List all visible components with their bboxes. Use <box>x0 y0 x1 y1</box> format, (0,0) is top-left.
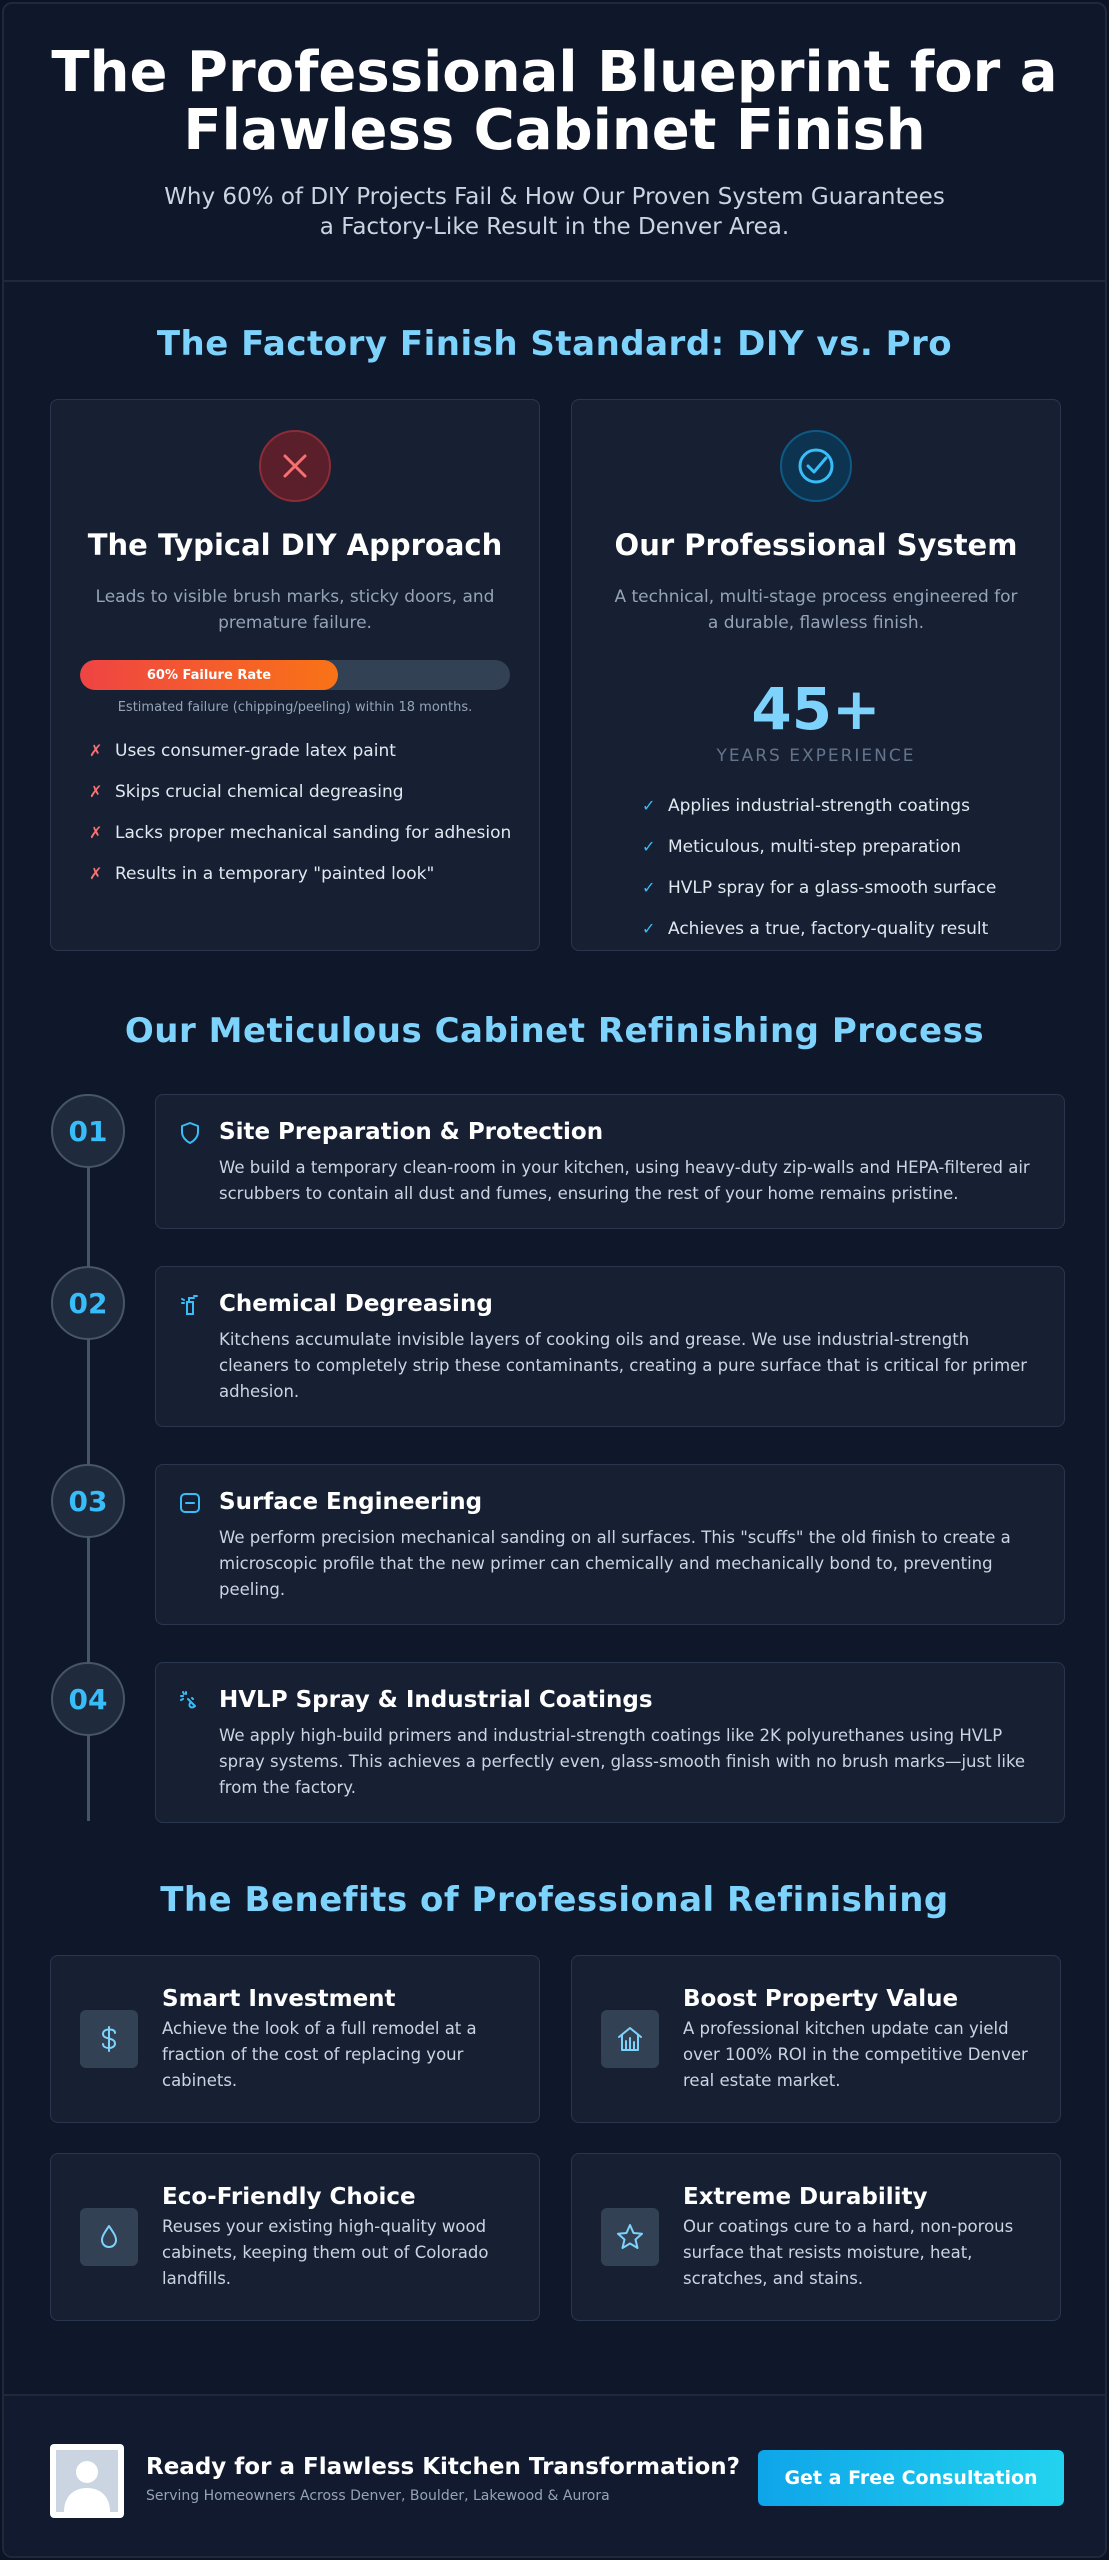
step-number: 01 <box>51 1094 125 1168</box>
failure-rate-bar <box>80 660 510 690</box>
benefit-text: Achieve the look of a full remodel at a fraction of the cost of replacing your cabinets. <box>162 2019 477 2090</box>
checkmark-icon: ✓ <box>642 837 656 856</box>
step-title: Surface Engineering <box>219 1489 483 1515</box>
x-mark-icon: ✗ <box>89 741 103 760</box>
footer-subtitle: Serving Homeowners Across Denver, Boulder, Lakewood & Aurora <box>146 2488 610 2504</box>
benefits-title: The Benefits of Professional Refinishing <box>160 1880 949 1920</box>
free-consultation-button[interactable]: Get a Free Consultation <box>758 2450 1064 2506</box>
x-mark-icon: ✗ <box>89 782 103 801</box>
x-mark-icon: ✗ <box>89 864 103 883</box>
dollar-icon <box>80 2010 138 2068</box>
list-item: ✓ HVLP spray for a glass-smooth surface <box>642 878 997 898</box>
pro-description: A technical, multi-stage process engineered for a durable, flawless finish. <box>614 587 1018 633</box>
step-text: We build a temporary clean-room in your kitchen, using heavy-duty zip-walls and HEPA-filtered air scrubbers to contain all dust and fumes, ensuring the rest of your home remains pristine. <box>219 1158 1030 1203</box>
step-title: HVLP Spray & Industrial Coatings <box>219 1687 653 1713</box>
diy-bullet-list <box>89 741 539 905</box>
step-text: We apply high-build primers and industrial-strength coatings like 2K polyurethanes using HVLP spray systems. This achieves a perfectly even, glass-smooth finish with no brush marks—just like from the factory. <box>219 1726 1026 1797</box>
step-text: We perform precision mechanical sanding on all surfaces. This "scuffs" the old finish to create a microscopic profile that the new primer can chemically and mechanically bond to, preventing peeling. <box>219 1528 1011 1599</box>
checkmark-icon: ✓ <box>642 919 656 938</box>
spray-bottle-icon <box>178 1293 204 1319</box>
process-step-hvlp-spray <box>155 1662 1065 1823</box>
experience-label: YEARS EXPERIENCE <box>716 746 916 766</box>
benefit-text: A professional kitchen update can yield over 100% ROI in the competitive Denver real estate market. <box>683 2019 1028 2090</box>
benefit-title: Extreme Durability <box>683 2184 928 2210</box>
diy-card <box>50 399 540 951</box>
avatar <box>50 2444 124 2518</box>
benefit-title: Eco-Friendly Choice <box>162 2184 416 2210</box>
list-item: ✗ Results in a temporary "painted look" <box>89 864 435 884</box>
step-number: 02 <box>51 1266 125 1340</box>
failure-rate-fill: 60% Failure Rate <box>80 660 338 690</box>
benefit-text: Our coatings cure to a hard, non-porous surface that resists moisture, heat, scratches, and stains. <box>683 2217 1014 2288</box>
check-circle-icon <box>780 430 852 502</box>
benefit-text: Reuses your existing high-quality wood cabinets, keeping them out of Colorado landfills. <box>162 2217 489 2288</box>
step-number: 03 <box>51 1464 125 1538</box>
list-item: ✓ Achieves a true, factory-quality result <box>642 919 989 939</box>
step-title: Chemical Degreasing <box>219 1291 493 1317</box>
sanding-block-icon <box>178 1491 204 1517</box>
droplet-icon <box>80 2208 138 2266</box>
pro-heading: Our Professional System <box>614 528 1018 562</box>
list-item: ✗ Uses consumer-grade latex paint <box>89 741 396 761</box>
failure-note: Estimated failure (chipping/peeling) within 18 months. <box>117 700 473 715</box>
hero-header <box>4 4 1105 282</box>
benefit-durability <box>571 2153 1061 2321</box>
house-value-icon <box>601 2010 659 2068</box>
process-step-degreasing <box>155 1266 1065 1427</box>
page-subtitle: Why 60% of DIY Projects Fail & How Our Proven System Guarantees a Factory-Like Result in the Denver Area. <box>164 184 945 240</box>
diy-heading: The Typical DIY Approach <box>87 528 503 562</box>
checkmark-icon: ✓ <box>642 796 656 815</box>
avatar-placeholder-icon <box>56 2450 118 2512</box>
process-step-surface-engineering <box>155 1464 1065 1625</box>
star-icon <box>601 2208 659 2266</box>
benefit-title: Boost Property Value <box>683 1986 959 2012</box>
step-number: 04 <box>51 1662 125 1736</box>
list-item: ✓ Meticulous, multi-step preparation <box>642 837 962 857</box>
process-title: Our Meticulous Cabinet Refinishing Process <box>124 1011 985 1051</box>
page <box>2 2 1107 2558</box>
list-item: ✓ Applies industrial-strength coatings <box>642 796 970 816</box>
x-mark-icon: ✗ <box>89 823 103 842</box>
benefit-eco-friendly <box>50 2153 540 2321</box>
comparison-title: The Factory Finish Standard: DIY vs. Pro <box>156 324 953 364</box>
pro-bullet-list <box>642 796 1060 960</box>
benefit-property-value <box>571 1955 1061 2123</box>
x-icon <box>259 430 331 502</box>
step-text: Kitchens accumulate invisible layers of cooking oils and grease. We use industrial-strength cleaners to completely strip these contaminants, creating a pure surface that is critical for primer adhesion. <box>219 1330 1028 1401</box>
experience-stat: 45+ <box>751 675 881 743</box>
diy-description: Leads to visible brush marks, sticky doors, and premature failure. <box>95 587 495 633</box>
shield-icon <box>178 1121 204 1147</box>
checkmark-icon: ✓ <box>642 878 656 897</box>
step-title: Site Preparation & Protection <box>219 1119 604 1145</box>
list-item: ✗ Skips crucial chemical degreasing <box>89 782 404 802</box>
footer-title: Ready for a Flawless Kitchen Transformation? <box>146 2454 741 2480</box>
footer-cta-bar <box>4 2394 1105 2556</box>
spray-gun-icon <box>178 1689 204 1715</box>
pro-card <box>571 399 1061 951</box>
benefit-smart-investment <box>50 1955 540 2123</box>
page-title: The Professional Blueprint for a Flawless Cabinet Finish <box>51 40 1058 163</box>
process-step-site-preparation <box>155 1094 1065 1229</box>
list-item: ✗ Lacks proper mechanical sanding for adhesion <box>89 823 512 843</box>
benefit-title: Smart Investment <box>162 1986 396 2012</box>
